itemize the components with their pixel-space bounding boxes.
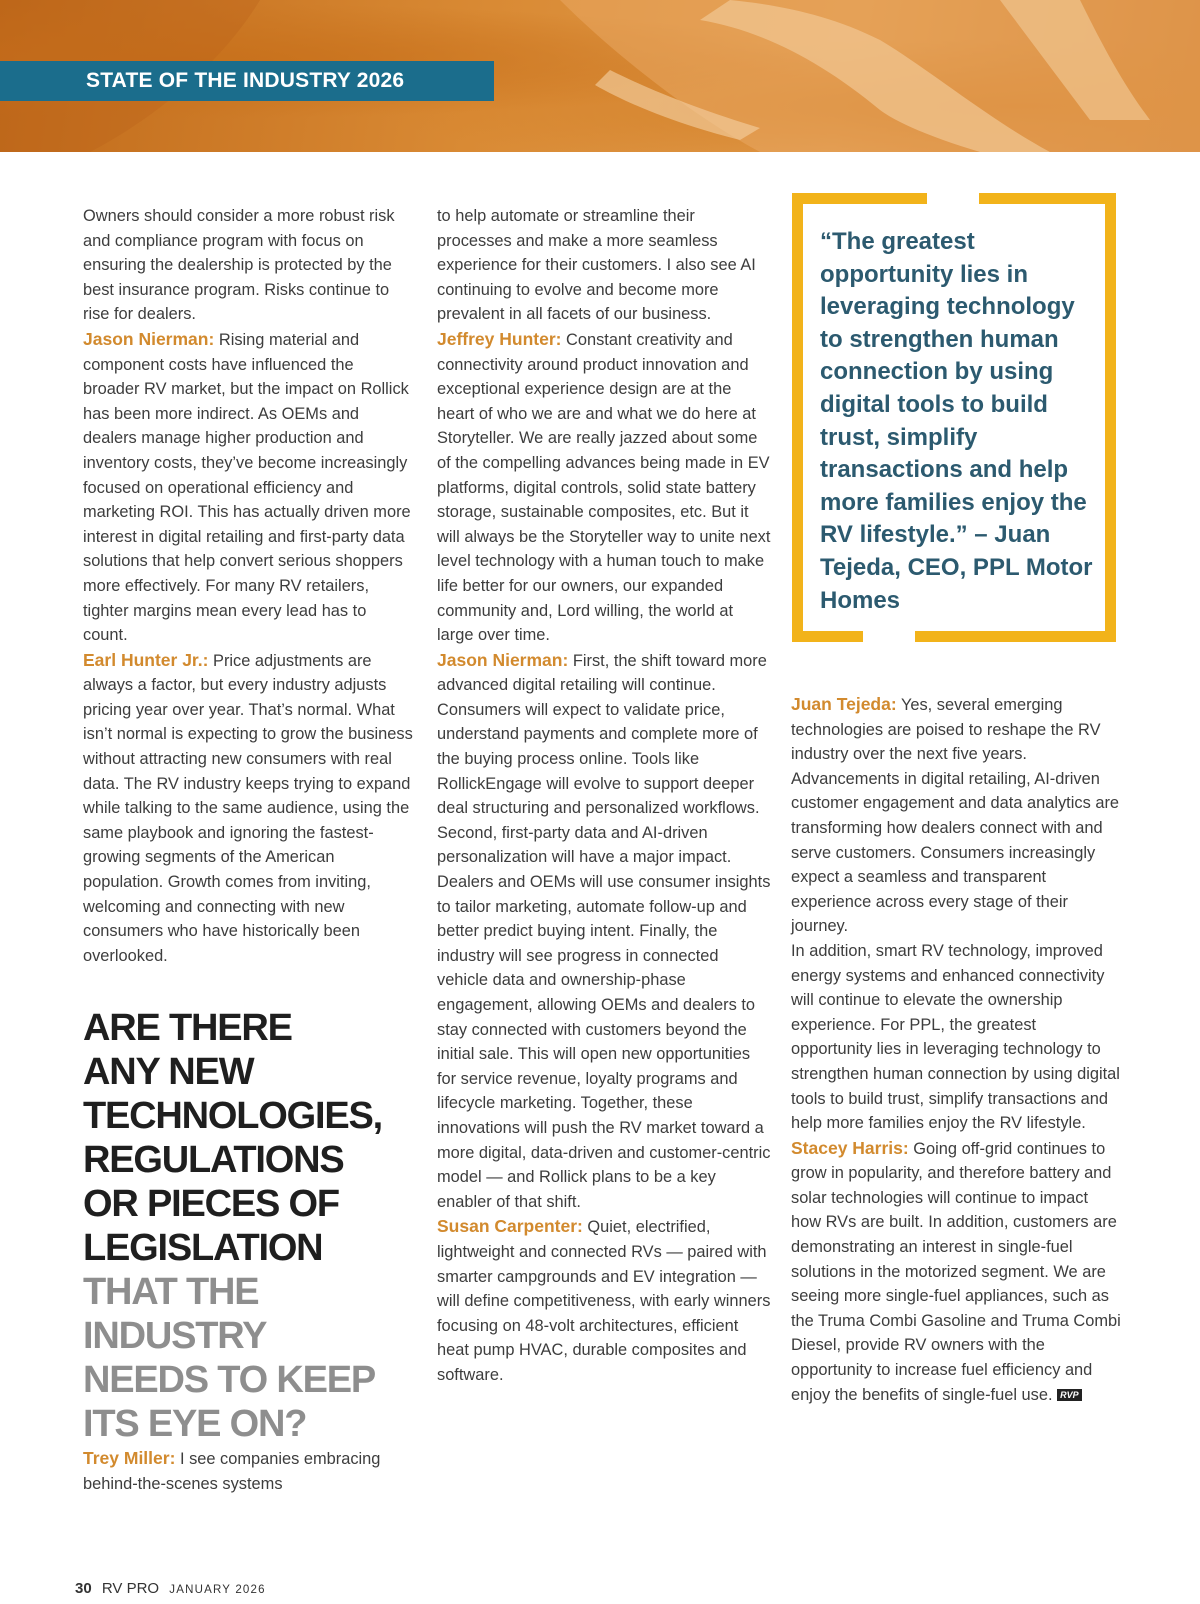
header-banner (0, 0, 1200, 152)
answer-text: Rising material and component costs have influenced the broader RV market, but the impact on Rollick has been more indirect. As OEMs and dealers manage higher production and inventory costs, they’ve become increasingly focused on operational efficiency and marketing ROI. This has actually driven more interest in digital retailing and first-party data solutions that help convert serious shoppers more effectively. For many RV retailers, tighter margins mean every lead has to count. (83, 330, 411, 645)
heading-line: TECHNOLOGIES, (83, 1095, 382, 1138)
magazine-name: RV PRO (101, 1580, 160, 1597)
speaker-name: Juan Tejeda: (791, 694, 897, 714)
paragraph: In addition, smart RV technology, improved energy systems and enhanced connectivity will continue to elevate the ownership experience. For PPL, the greatest opportunity lies in leveraging technology to strengthen human connection by using digital tools to build trust, simplify transactions and help more families enjoy the RV lifestyle. (791, 941, 1120, 1133)
article-column-1 (83, 204, 413, 1497)
paragraph (83, 1446, 413, 1496)
pullquote-frame-gap (863, 631, 915, 642)
pullquote-text: “The greatest opportunity lies in leveraging technology to strengthen human connection by using digital tools to build trust, simplify transactions and help more families enjoy the RV lifestyle.” – Juan Tejeda, CEO, PPL Motor Homes (820, 228, 1093, 614)
paragraph: Owners should consider a more robust risk and compliance program with focus on ensuring the dealership is protected by the best insurance program. Risks continue to rise for dealers. (83, 207, 395, 324)
speaker-name: Susan Carpenter: (437, 1216, 583, 1237)
heading-line: THAT THE (83, 1271, 259, 1314)
answer-text: I see companies embracing behind-the-scenes systems (83, 1450, 381, 1493)
pullquote-frame-gap (927, 193, 979, 204)
paragraph (791, 692, 1121, 939)
answer-text: Constant creativity and connectivity around product innovation and exceptional experience design are at the heart of who we are and what we do here at Storyteller. We are really jazzed about some of the compelling advances being made in EV platforms, digital controls, solid state battery storage, sustainable composites, etc. But it will always be the Storyteller way to unite next level technology with a human touch to make life better for our owners, our expanded community and, Lord willing, the world at large over time. (437, 330, 771, 645)
paragraph (791, 1136, 1121, 1408)
heading-line: NEEDS TO KEEP (83, 1359, 375, 1402)
heading-line: LEGISLATION (83, 1227, 323, 1270)
answer-text: Going off-grid continues to grow in popularity, and therefore battery and solar technologies will continue to impact how RVs are built. In addition, customers are demonstrating an interest in single-fuel solutions in the motorized segment. We are seeing more single-fuel appliances, such as the Truma Combi Gasoline and Truma Combi Diesel, provide RV owners with the opportunity to increase fuel efficiency and enjoy the benefits of single-fuel use. (791, 1139, 1121, 1404)
paragraph (437, 1214, 772, 1387)
speaker-name: Stacey Harris: (791, 1137, 909, 1158)
paragraph (83, 648, 413, 969)
article-column-3 (791, 692, 1121, 1407)
article-column-2 (437, 204, 772, 1388)
heading-line: ARE THERE (83, 1007, 292, 1050)
page-footer (75, 1580, 266, 1597)
paragraph (437, 327, 772, 648)
answer-text: Quiet, electrified, lightweight and connected RVs — paired with smarter campgrounds and EV integration — will define competitiveness, with early winners focusing on 48-volt architectures, efficient heat pump HVAC, durable composites and software. (437, 1218, 771, 1384)
question-heading (83, 1006, 413, 1446)
heading-line: INDUSTRY (83, 1315, 267, 1358)
page-number: 30 (75, 1580, 92, 1597)
heading-line: REGULATIONS (83, 1139, 344, 1182)
heading-line: ANY NEW (83, 1051, 254, 1094)
answer-text: Price adjustments are always a factor, but every industry adjusts pricing year over year. That’s normal. What isn’t normal is expecting to grow the business without attracting new consumers with real data. The RV industry keeps trying to expand while talking to the same audience, using the same playbook and ignoring the fastest-growing segments of the American population. Growth comes from inviting, welcoming and connecting with new consumers who have historically been overlooked. (83, 651, 413, 965)
paragraph (437, 648, 772, 1215)
paragraph (83, 327, 413, 648)
end-mark-logo: RVP (1057, 1389, 1082, 1401)
speaker-name: Earl Hunter Jr.: (83, 649, 209, 670)
heading-line: OR PIECES OF (83, 1183, 339, 1226)
speaker-name: Jeffrey Hunter: (437, 328, 562, 349)
paragraph: to help automate or streamline their processes and make a more seamless experience for their customers. I also see AI continuing to evolve and become more prevalent in all facets of our business. (437, 207, 756, 324)
answer-text: First, the shift toward more advanced digital retailing will continue. Consumers will expect to validate price, understand payments and complete more of the buying process online. Tools like RollickEngage will evolve to support deeper deal structuring and personalized workflows. Second, first-party data and AI-driven personalization will have a major impact. Dealers and OEMs will use consumer insights to tailor marketing, automate follow-up and better predict buying intent. Finally, the industry will see progress in connected vehicle data and ownership-phase engagement, allowing OEMs and dealers to stay connected with customers beyond the initial sale. This will open new opportunities for service revenue, loyalty programs and lifecycle marketing. Together, these innovations will push the RV market toward a more digital, data-driven and customer-centric model — and Rollick plans to be a key enabler of that shift. (437, 651, 771, 1211)
issue-date: JANUARY 2026 (169, 1584, 266, 1596)
answer-text: Yes, several emerging technologies are poised to reshape the RV industry over the next five years. Advancements in digital retailing, AI-driven customer engagement and data analytics are transforming how dealers connect with and serve customers. Consumers increasingly expect a seamless and transparent experience across every stage of their journey. (791, 696, 1120, 936)
speaker-name: Jason Nierman: (437, 649, 569, 670)
speaker-name: Trey Miller: (83, 1448, 176, 1469)
heading-line: ITS EYE ON? (83, 1403, 307, 1446)
speaker-name: Jason Nierman: (83, 328, 215, 349)
section-tag: STATE OF THE INDUSTRY 2026 (0, 61, 494, 101)
